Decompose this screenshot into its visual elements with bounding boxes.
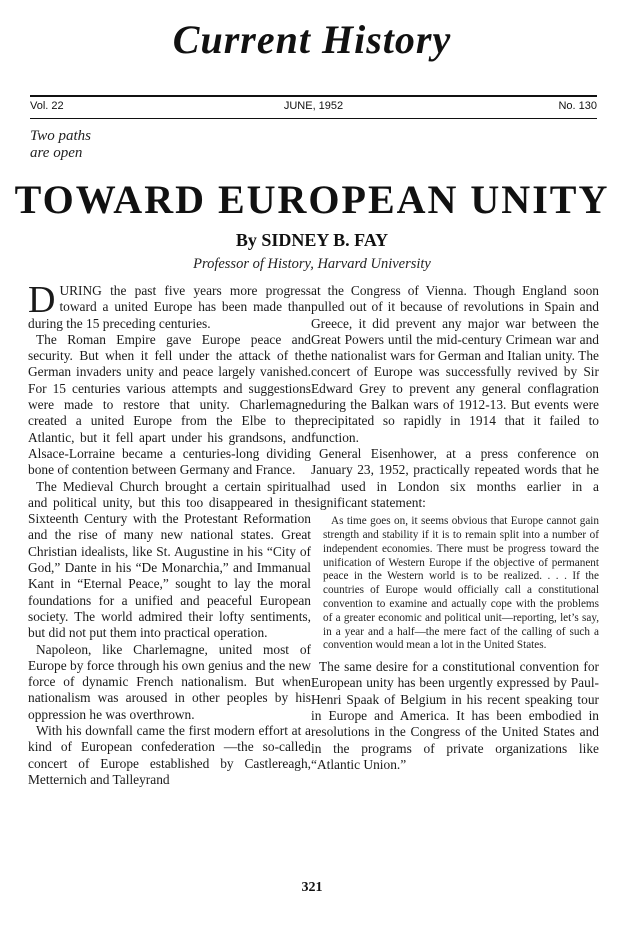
- paragraph: General Eisenhower, at a press conference on January 23, 1952, practically repeated words that he had used in London six months earlier in a significant statement:: [311, 445, 599, 510]
- masthead-rule-bottom: [30, 118, 597, 119]
- paragraph: With his downfall came the first modern effort at a kind of European confederation —the so-called concert of Europe established by Castlereagh, Metternich and Talleyrand: [28, 723, 311, 787]
- drop-cap: D: [28, 279, 56, 321]
- paragraph-text: URING the past five years more progress toward a united Europe has been made than during the 15 preceding centuries.: [28, 283, 311, 331]
- issue-volume: Vol. 22: [30, 100, 64, 112]
- block-quote: [323, 515, 599, 653]
- issue-date: JUNE, 1952: [283, 100, 344, 112]
- author-affiliation: Professor of History, Harvard University: [193, 256, 431, 272]
- paragraph: The same desire for a constitutional convention for European unity has been urgently expressed by Paul-Henri Spaak of Belgium in his recent speaking tour in Europe and America. It has been embodied in resolutions in the Congress of the United States and in the programs of private organizations like “Atlantic Union.”: [311, 659, 599, 772]
- masthead-rule-top: [30, 95, 597, 97]
- right-column: [311, 283, 599, 773]
- paragraph: The Roman Empire gave Europe peace and security. But when it fell under the attack of the German invaders unity and peace largely vanished. For 15 centuries various attempts and suggestions were made to restore that unity. Charlemagne created a united Europe from the Elbe to the Atlantic, but it fell apart under his grandsons, and Alsace-Lorraine became a centuries-long dividing bone of contention between Germany and France.: [28, 331, 311, 478]
- paragraph: [28, 279, 311, 332]
- quote-text: As time goes on, it seems obvious that Europe cannot gain strength and stability if it is to remain split into a number of independent economies. There must be progress toward the unification of Western Europe if the objective of permanent peace in the Western world is to be realized. . . . If the countries of Europe would officially call a constitutional convention to examine and actually cope with the problems of a greater economic and political unit—reporting, let’s say, in a year and a half—the mere fact of the calling of such a convention would mean a lot in the United States.: [323, 515, 599, 652]
- masthead-title: Current History: [172, 17, 452, 62]
- paragraph: at the Congress of Vienna. Though England soon pulled out of it because of revolutions in Spain and Greece, it did prevent any major war between the Great Powers until the mid-century Crimean war and the nationalist wars for German and Italian unity. The concert of Europe was successfully revived by Sir Edward Grey to prevent any general conflagration during the Balkan wars of 1912-13. But events were precipitated so rapidly in 1914 that it failed to function.: [311, 283, 599, 445]
- kicker-line-2: are open: [30, 145, 83, 161]
- page-number: 321: [301, 880, 323, 895]
- article-kicker: [30, 128, 91, 162]
- issue-number: No. 130: [558, 100, 597, 112]
- article-byline: By SIDNEY B. FAY: [235, 230, 389, 250]
- kicker-line-1: Two paths: [30, 128, 91, 144]
- paragraph: Napoleon, like Charlemagne, united most of Europe by force through his own genius and the new force of dynamic French nationalism. But when nationalism was aroused in other peoples by his oppression he was overthrown.: [28, 641, 311, 722]
- article-headline: TOWARD EUROPEAN UNITY: [14, 177, 610, 222]
- left-column: [28, 279, 311, 788]
- paragraph: The Medieval Church brought a certain spiritual and political unity, but this too disappeared in the Sixteenth Century with the Protestant Reformation and the rise of many new national states. Great Christian idealists, like St. Augustine in his “City of God,” Dante in his “De Monarchia,” and Immanual Kant in “Eternal Peace,” sought to lay the moral foundations for a unified and peaceful European society. The world admired their lofty sentiments, but did not put them into practical operation.: [28, 478, 311, 641]
